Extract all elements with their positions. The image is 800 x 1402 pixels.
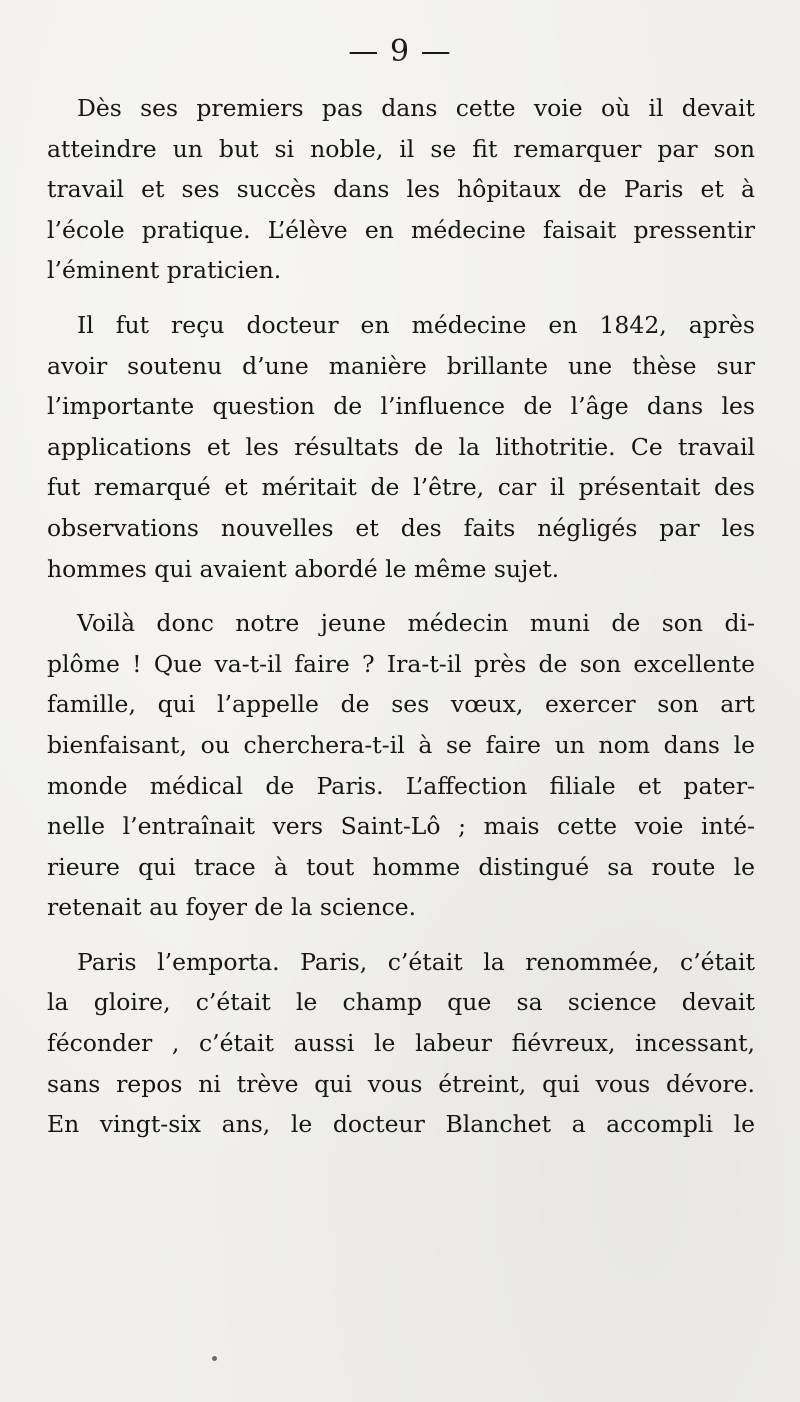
text-line: rieure qui trace à tout homme distingué sa route le: [47, 852, 755, 881]
paragraph-1: [47, 88, 755, 291]
text-line: Dès ses premiers pas dans cette voie où il devait: [77, 94, 755, 122]
text-line: plôme ! Que va-t-il faire ? Ira-t-il près de son excellente: [47, 649, 755, 678]
paragraph-3: [47, 603, 755, 928]
text-line: féconder , c’était aussi le labeur fiévreux, incessant,: [47, 1029, 755, 1058]
body-text: [47, 88, 755, 1159]
text-line: nelle l’entraînait vers Saint-Lô ; mais cette voie inté-: [47, 812, 755, 841]
text-line: atteindre un but si noble, il se fit remarquer par son: [47, 134, 755, 163]
paragraph-2: [47, 305, 755, 589]
text-line: observations nouvelles et des faits négligés par les: [47, 513, 755, 542]
paragraph-4: [47, 942, 755, 1145]
text-line: Voilà donc notre jeune médecin muni de son di-: [77, 609, 755, 638]
text-line: Paris l’emporta. Paris, c’était la renommée, c’était: [77, 947, 755, 976]
text-line: hommes qui avaient abordé le même sujet.: [47, 554, 560, 583]
ink-speck: [212, 1356, 217, 1361]
text-line: la gloire, c’était le champ que sa science devait: [47, 988, 755, 1017]
text-line: monde médical de Paris. L’affection filiale et pater-: [47, 771, 755, 800]
page-number: — 9 —: [348, 34, 452, 69]
text-line: l’importante question de l’influence de l’âge dans les: [47, 392, 755, 421]
text-line: l’éminent praticien.: [47, 256, 282, 285]
text-line: l’école pratique. L’élève en médecine faisait pressentir: [47, 215, 755, 244]
text-line: bienfaisant, ou cherchera-t-il à se faire un nom dans le: [47, 730, 755, 759]
text-line: applications et les résultats de la lithotritie. Ce travail: [47, 432, 755, 461]
text-line: travail et ses succès dans les hôpitaux de Paris et à: [47, 175, 755, 204]
text-line: sans repos ni trève qui vous étreint, qui vous dévore.: [47, 1069, 755, 1098]
text-line: retenait au foyer de la science.: [47, 893, 417, 922]
text-line: Il fut reçu docteur en médecine en 1842, après: [77, 310, 755, 339]
text-line: En vingt-six ans, le docteur Blanchet a accompli le: [47, 1110, 755, 1139]
text-line: fut remarqué et méritait de l’être, car il présentait des: [47, 473, 755, 502]
text-line: famille, qui l’appelle de ses vœux, exercer son art: [47, 690, 755, 719]
text-line: avoir soutenu d’une manière brillante une thèse sur: [47, 351, 755, 380]
